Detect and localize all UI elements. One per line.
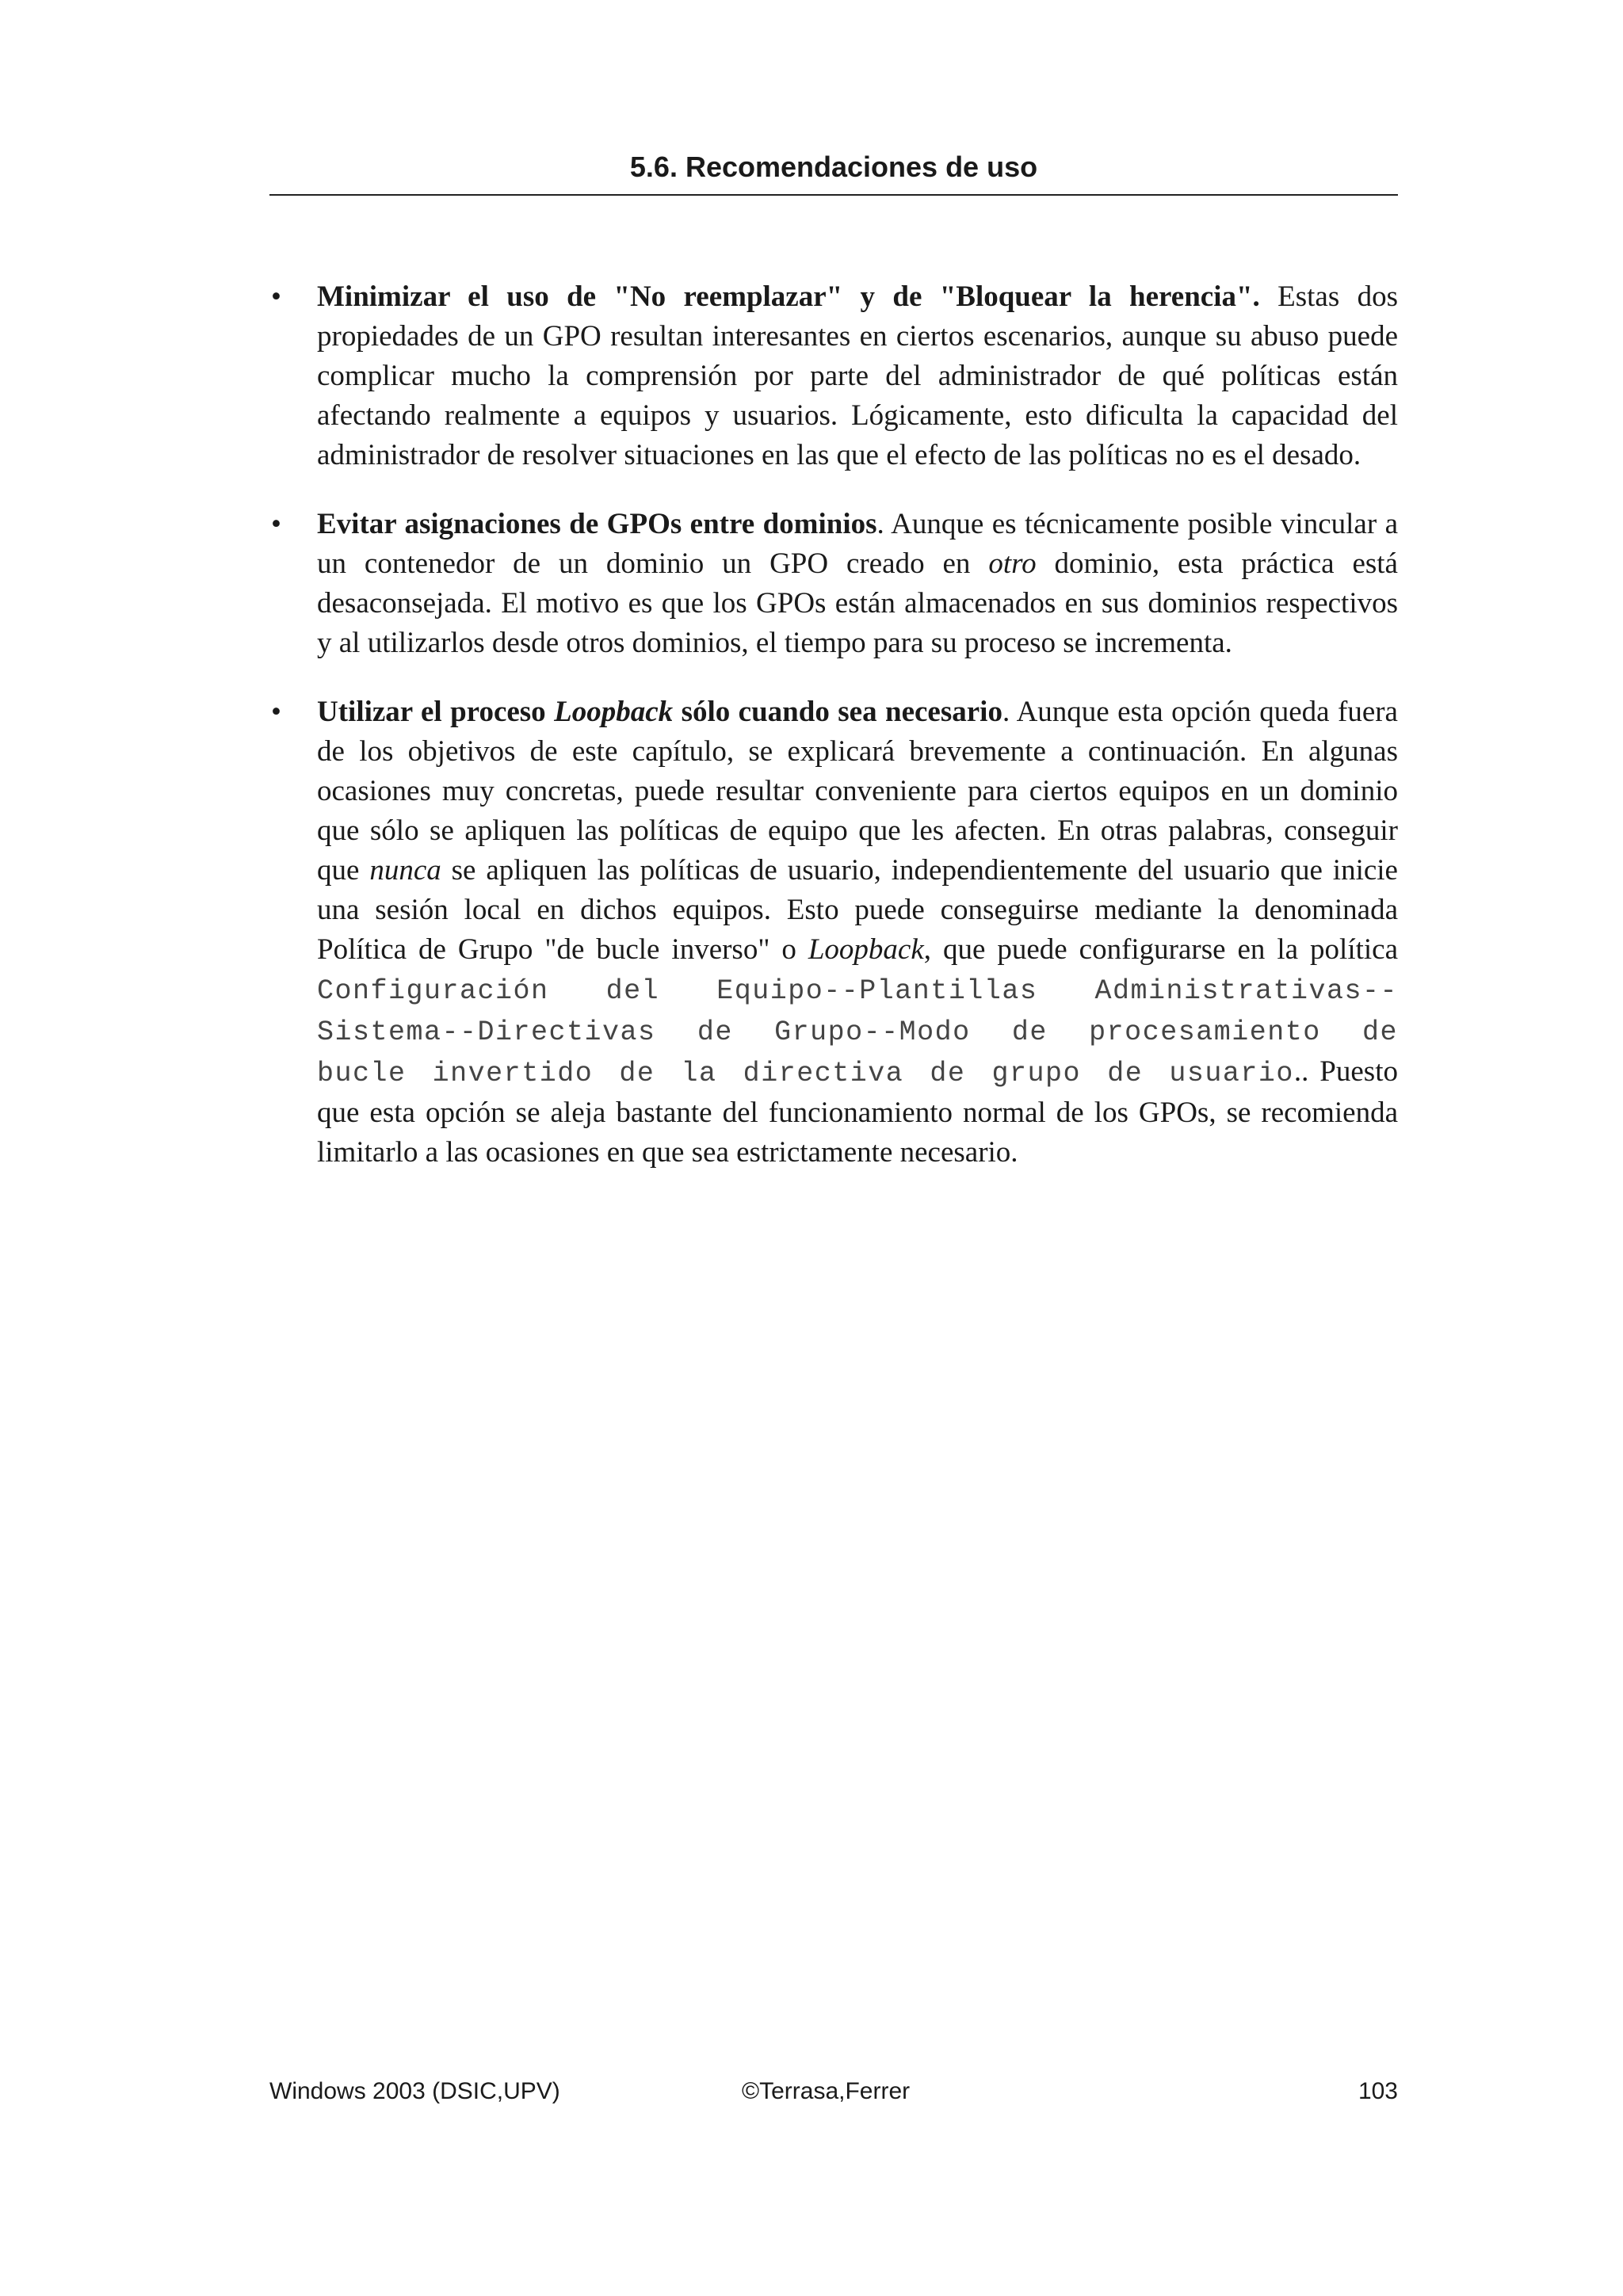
item-text: , que puede configurarse en la política	[923, 933, 1399, 966]
page-number: 103	[1358, 2078, 1398, 2104]
item-heading-end: .	[1252, 280, 1260, 313]
item-heading-emphasis: Loopback	[554, 696, 674, 728]
item-text: se apliquen las políticas de usuario, independientemente del usuario que inicie una sesión local en dichos equipos. Esto puede conseguirse mediante la denominada Política de Grupo "de bucle inverso" o	[317, 854, 1398, 966]
item-heading: Evitar asignaciones de GPOs entre dominios	[317, 508, 877, 540]
bullet-icon: •	[271, 508, 281, 540]
item-emphasis: Loopback	[808, 933, 924, 966]
recommendations-list	[269, 277, 1398, 1173]
page-content	[269, 277, 1398, 1202]
item-text: . Aunque es técnicamente posible vincular a un contenedor de un dominio un GPO creado en	[317, 508, 1398, 580]
item-text: . Aunque esta opción queda fuera de los objetivos de este capítulo, se explicará brevemente a continuación. En algunas ocasiones muy concretas, puede resultar conveniente para ciertos equipos en un dominio que sólo se apliquen las políticas de equipo que les afecten. En otras palabras, conseguir que	[317, 696, 1398, 887]
page-footer	[269, 2074, 1398, 2109]
item-heading: sólo cuando sea necesario	[673, 696, 1002, 728]
list-item	[269, 692, 1398, 1173]
policy-path-code: Configuración del Equipo--Plantillas Administrativas--Sistema--Directivas de Grupo--Modo de procesamiento de bucle invertido de la directiva de grupo de usuario	[317, 975, 1398, 1089]
item-heading: Utilizar el proceso	[317, 696, 555, 728]
item-text: .. Puesto que esta opción se aleja bastante del funcionamiento normal de los GPOs, se recomienda limitarlo a las ocasiones en que sea estrictamente necesario.	[317, 1055, 1398, 1169]
list-item	[269, 277, 1398, 475]
item-text: dominio, esta práctica está desaconsejada. El motivo es que los GPOs están almacenados en sus dominios respectivos y al utilizarlos desde otros dominios, el tiempo para su proceso se incrementa.	[317, 547, 1398, 659]
bullet-icon: •	[271, 280, 281, 313]
item-text: Estas dos propiedades de un GPO resultan interesantes en ciertos escenarios, aunque su abuso puede complicar mucho la comprensión por parte del administrador de qué políticas están afectando realmente a equipos y usuarios. Lógicamente, esto dificulta la capacidad del administrador de resolver situaciones en las que el efecto de las políticas no es el desado.	[317, 280, 1398, 471]
list-item	[269, 505, 1398, 663]
item-emphasis: nunca	[369, 854, 441, 887]
page-header	[269, 145, 1398, 196]
item-heading: Minimizar el uso de "No reemplazar" y de "Bloquear la herencia"	[317, 280, 1253, 313]
footer-book-title: Windows 2003 (DSIC,UPV)	[269, 2078, 560, 2104]
item-emphasis: otro	[988, 547, 1037, 580]
bullet-icon: •	[271, 696, 281, 728]
page-title: 5.6. Recomendaciones de uso	[629, 151, 1038, 183]
footer-copyright: ©Terrasa,Ferrer	[742, 2078, 911, 2104]
